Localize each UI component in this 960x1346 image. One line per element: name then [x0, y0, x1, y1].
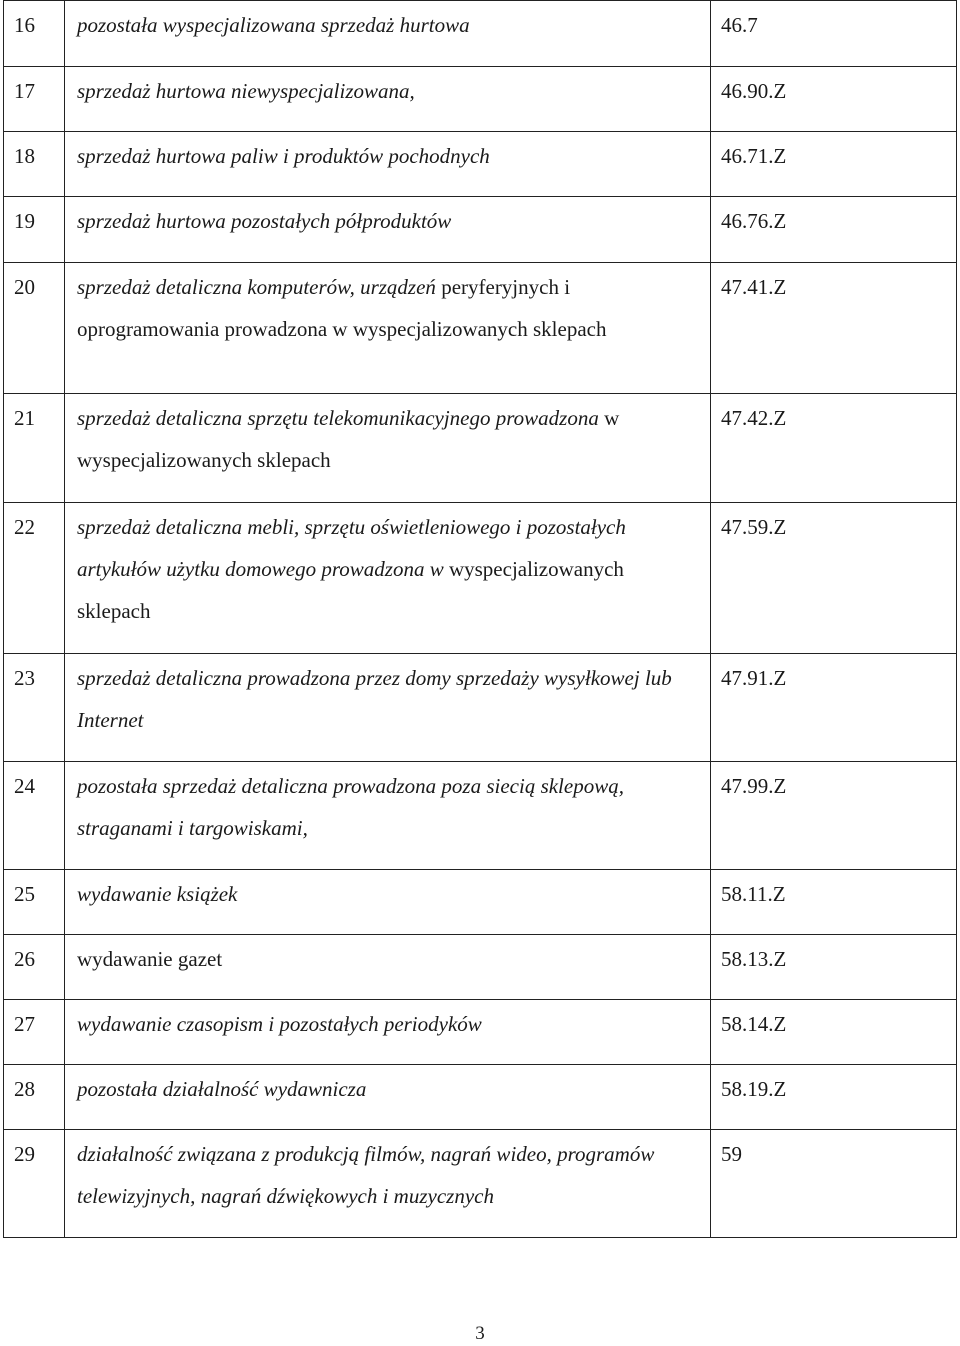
row-description [65, 1130, 711, 1238]
table-row [4, 394, 957, 503]
description-text: pozostała sprzedaż detaliczna prowadzona poza siecią sklepową, straganami i targowiskami, [77, 774, 624, 840]
table-row [4, 1000, 957, 1065]
row-description [65, 1000, 711, 1065]
row-number: 21 [4, 394, 65, 503]
table-row [4, 1065, 957, 1130]
row-description [65, 762, 711, 870]
description-text: wyspecjalizowanych sklepach [77, 557, 624, 623]
description-text: w wyspecjalizowanych sklepach [77, 406, 620, 472]
row-pkd-code: 47.41.Z [711, 263, 957, 394]
row-pkd-code: 58.13.Z [711, 935, 957, 1000]
description-text: pozostała wyspecjalizowana sprzedaż hurtowa [77, 13, 470, 37]
table-row [4, 935, 957, 1000]
description-text: sprzedaż detaliczna komputerów, urządzeń [77, 275, 436, 299]
description-text: sprzedaż hurtowa paliw i produktów pochodnych [77, 144, 490, 168]
row-number: 26 [4, 935, 65, 1000]
row-description [65, 67, 711, 132]
row-pkd-code: 46.7 [711, 1, 957, 67]
description-text: sprzedaż hurtowa niewyspecjalizowana, [77, 79, 415, 103]
row-number: 25 [4, 870, 65, 935]
row-description [65, 503, 711, 654]
row-number: 27 [4, 1000, 65, 1065]
description-text: wydawanie książek [77, 882, 238, 906]
table-row [4, 197, 957, 263]
page-number: 3 [475, 1323, 485, 1344]
description-text: sprzedaż detaliczna prowadzona przez domy sprzedaży wysyłkowej lub Internet [77, 666, 672, 732]
table-row [4, 263, 957, 394]
row-description [65, 197, 711, 263]
row-description [65, 132, 711, 197]
row-description [65, 654, 711, 762]
row-pkd-code: 59 [711, 1130, 957, 1238]
row-pkd-code: 47.59.Z [711, 503, 957, 654]
row-number: 16 [4, 1, 65, 67]
row-number: 24 [4, 762, 65, 870]
row-number: 18 [4, 132, 65, 197]
row-pkd-code: 46.76.Z [711, 197, 957, 263]
row-description [65, 1065, 711, 1130]
table-row [4, 1, 957, 67]
description-text: działalność związana z produkcją filmów, nagrań wideo, programów telewizyjnych, nagrań dźwiękowych i muzycznych [77, 1142, 655, 1208]
row-description [65, 394, 711, 503]
description-text: peryferyjnych i oprogramowania prowadzona w wyspecjalizowanych sklepach [77, 275, 607, 341]
row-pkd-code: 47.99.Z [711, 762, 957, 870]
table-body [4, 1, 957, 1238]
description-text: wydawanie czasopism i pozostałych periodyków [77, 1012, 482, 1036]
row-description [65, 1, 711, 67]
table-row [4, 762, 957, 870]
row-number: 29 [4, 1130, 65, 1238]
table-row [4, 67, 957, 132]
table-row [4, 1130, 957, 1238]
description-text: sprzedaż hurtowa pozostałych półproduktów [77, 209, 452, 233]
table-row [4, 503, 957, 654]
row-number: 19 [4, 197, 65, 263]
row-description [65, 935, 711, 1000]
row-number: 20 [4, 263, 65, 394]
row-pkd-code: 58.14.Z [711, 1000, 957, 1065]
row-description [65, 870, 711, 935]
table-row [4, 654, 957, 762]
table-row [4, 132, 957, 197]
row-number: 22 [4, 503, 65, 654]
row-number: 17 [4, 67, 65, 132]
description-text: pozostała działalność wydawnicza [77, 1077, 367, 1101]
row-pkd-code: 58.19.Z [711, 1065, 957, 1130]
row-pkd-code: 46.71.Z [711, 132, 957, 197]
table-row [4, 870, 957, 935]
row-description [65, 263, 711, 394]
row-number: 23 [4, 654, 65, 762]
row-pkd-code: 58.11.Z [711, 870, 957, 935]
pkd-table [3, 0, 957, 1238]
description-text: sprzedaż detaliczna sprzętu telekomunikacyjnego prowadzona [77, 406, 599, 430]
row-pkd-code: 46.90.Z [711, 67, 957, 132]
row-number: 28 [4, 1065, 65, 1130]
row-pkd-code: 47.42.Z [711, 394, 957, 503]
description-text: sprzedaż detaliczna mebli, sprzętu oświetleniowego i pozostałych artykułów użytku domowego prowadzona w [77, 515, 626, 581]
row-pkd-code: 47.91.Z [711, 654, 957, 762]
description-text: wydawanie gazet [77, 947, 223, 971]
